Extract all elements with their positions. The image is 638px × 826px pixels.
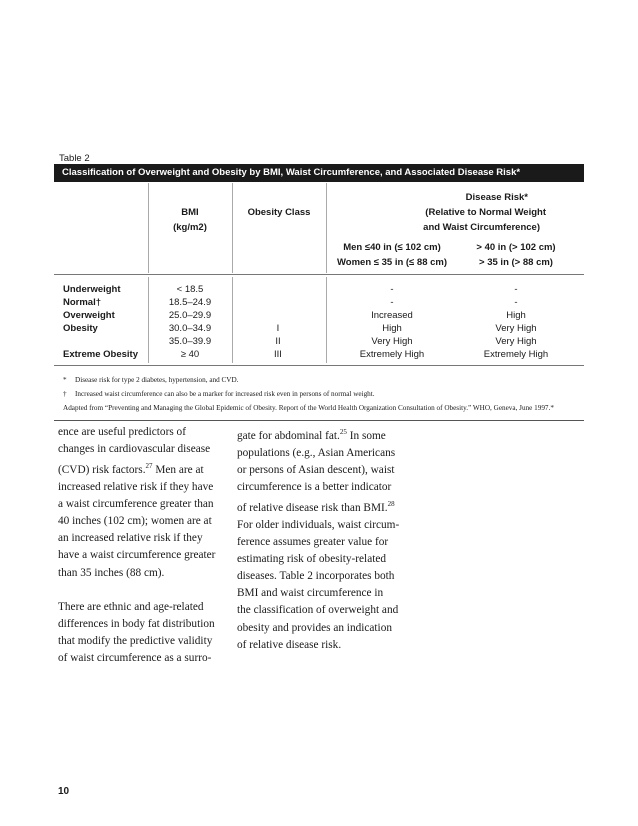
table-row (0, 322, 638, 335)
body-column-right (237, 424, 402, 654)
text-line: than 35 inches (88 cm). (58, 566, 165, 579)
text-line: populations (e.g., Asian Americans (237, 446, 396, 459)
row-bmi: 18.5–24.9 (168, 297, 212, 308)
row-bmi: 30.0–34.9 (168, 323, 212, 334)
header-divider-2 (232, 183, 233, 273)
page-number: 10 (58, 786, 70, 797)
row-category: Underweight (63, 284, 121, 295)
header-obesity-class: Obesity Class (247, 207, 311, 218)
text-line: have a waist circumference greater (58, 549, 216, 562)
table-source: Adapted from “Preventing and Managing the Global Epidemic of Obesity. Report of the World Health Organization Consultation of Obesity.” WHO, Geneva, June 1997.* (63, 404, 554, 412)
text-line: differences in body fat distribution (58, 617, 215, 630)
header-disease-risk-line1: Disease Risk* (465, 192, 528, 203)
header-women-high: > 35 in (> 88 cm) (479, 257, 553, 268)
header-bottom-rule (54, 274, 584, 275)
row-class: II (275, 336, 281, 347)
header-risk-high (454, 240, 578, 270)
table-bottom-rule (54, 420, 584, 421)
left-paragraph-2 (58, 599, 223, 667)
text-line: or persons of Asian descent), waist (237, 463, 395, 476)
row-category: Obesity (63, 323, 98, 334)
footnote-text: Increased waist circumference can also be a marker for increased risk even in persons of normal weight. (75, 390, 375, 398)
text-line: the classification of overweight and (237, 604, 399, 617)
header-bmi (148, 205, 232, 235)
text-line: increased relative risk if they have (58, 481, 214, 494)
header-risk-low (330, 240, 454, 270)
header-bmi-line2: (kg/m2) (173, 222, 207, 233)
table-title: Classification of Overweight and Obesity by BMI, Waist Circumference, and Associated Disease Risk* (54, 164, 584, 182)
header-bmi-line1: BMI (181, 207, 199, 218)
text-line: of relative disease risk than BMI. (237, 501, 388, 514)
left-paragraph-1 (58, 424, 223, 582)
row-risk-low: Extremely High (359, 349, 425, 360)
table-label: Table 2 (59, 153, 90, 164)
text-line: changes in cardiovascular disease (58, 443, 211, 456)
text-line: diseases. Table 2 incorporates both (237, 570, 395, 583)
row-bmi: 35.0–39.9 (168, 336, 212, 347)
text-line: a waist circumference greater than (58, 498, 214, 511)
header-divider-3 (326, 183, 327, 273)
footnote-marker: * (63, 376, 67, 384)
row-risk-high: - (514, 297, 518, 308)
text-line: For older individuals, waist circum- (237, 519, 400, 531)
row-risk-low: Increased (371, 310, 413, 321)
header-men-low: Men ≤40 in (≤ 102 cm) (343, 242, 441, 253)
header-disease-risk (330, 190, 578, 235)
row-risk-high: Extremely High (483, 349, 549, 360)
table-row (0, 283, 638, 296)
citation-sup: 27 (145, 462, 153, 471)
text-line: of waist circumference as a surro- (58, 651, 212, 664)
row-bmi: 25.0–29.9 (168, 310, 212, 321)
text-line: In some (346, 429, 386, 442)
text-line: that modify the predictive validity (58, 634, 213, 647)
text-line: Men are at (152, 463, 204, 476)
text-line: (CVD) risk factors. (58, 463, 146, 476)
table-row (0, 309, 638, 322)
row-risk-high: - (514, 284, 518, 295)
row-bmi: < 18.5 (176, 284, 204, 295)
text-line: There are ethnic and age-related (58, 600, 204, 613)
text-line: obesity and provides an indication (237, 621, 392, 634)
footnote-text: Disease risk for type 2 diabetes, hypertension, and CVD. (75, 376, 239, 384)
row-category: Normal† (63, 297, 102, 308)
header-men-high: > 40 in (> 102 cm) (476, 242, 556, 253)
row-risk-low: Very High (371, 336, 413, 347)
citation-sup: 25 (339, 428, 347, 436)
footnote-marker: † (63, 390, 67, 398)
row-category: Extreme Obesity (63, 349, 138, 360)
text-line: ference assumes greater value for (237, 536, 389, 549)
text-line: ence are useful predictors of (58, 426, 186, 438)
text-line: of relative disease risk. (237, 638, 342, 651)
row-category: Overweight (63, 310, 115, 321)
text-line: gate for abdominal fat. (237, 429, 340, 442)
row-risk-low: - (390, 297, 394, 308)
row-risk-high: Very High (495, 336, 537, 347)
row-risk-low: High (382, 323, 402, 334)
citation-sup: 28 (387, 500, 395, 509)
header-women-low: Women ≤ 35 in (≤ 88 cm) (336, 257, 448, 268)
row-bmi: ≥ 40 (180, 349, 200, 360)
row-class: I (276, 323, 280, 334)
row-risk-low: - (390, 284, 394, 295)
table-row (0, 348, 638, 361)
right-paragraph (237, 424, 402, 654)
text-line: 40 inches (102 cm); women are at (58, 515, 212, 528)
table-body-bottom-rule (54, 365, 584, 366)
table-row (0, 296, 638, 309)
text-line: circumference is a better indicator (237, 481, 392, 494)
text-line: an increased relative risk if they (58, 532, 203, 545)
table-row (0, 335, 638, 348)
row-risk-high: Very High (495, 323, 537, 334)
text-line: estimating risk of obesity-related (237, 553, 387, 566)
row-risk-high: High (506, 310, 526, 321)
header-disease-risk-line3: and Waist Circumference) (423, 222, 540, 233)
row-class: III (274, 349, 282, 360)
header-disease-risk-line2: (Relative to Normal Weight (425, 207, 546, 218)
text-line: BMI and waist circumference in (237, 587, 384, 600)
body-column-left (58, 424, 223, 667)
